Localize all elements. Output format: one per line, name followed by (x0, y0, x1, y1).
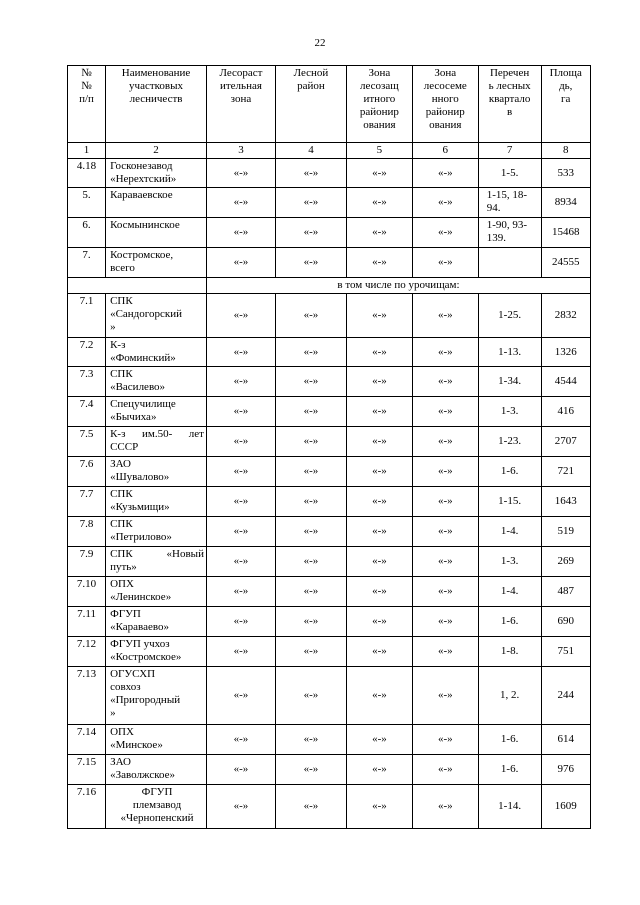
table-row (68, 667, 591, 725)
row-number: 7.9 (68, 547, 106, 577)
table-row (68, 517, 591, 547)
row-number: 5. (68, 188, 106, 218)
area-cell: 533 (541, 159, 590, 188)
protection-zone-cell: «-» (346, 725, 412, 755)
table-row (68, 294, 591, 338)
protection-zone-cell: «-» (346, 607, 412, 637)
forestry-name: СПК «Василево» (106, 367, 207, 397)
protection-zone-cell: «-» (346, 547, 412, 577)
forest-zone-cell: «-» (206, 785, 275, 829)
quarters-cell: 1-25. (478, 294, 541, 338)
column-number: 7 (478, 143, 541, 159)
forest-district-cell: «-» (275, 487, 346, 517)
column-number-row (68, 143, 591, 159)
forest-district-cell: «-» (275, 637, 346, 667)
area-cell: 2707 (541, 427, 590, 457)
header-row (68, 66, 591, 143)
forest-district-cell: «-» (275, 457, 346, 487)
row-number: 7.13 (68, 667, 106, 725)
area-cell: 751 (541, 637, 590, 667)
protection-zone-cell: «-» (346, 427, 412, 457)
row-number: 7. (68, 248, 106, 278)
row-number: 7.12 (68, 637, 106, 667)
area-cell: 1609 (541, 785, 590, 829)
row-number: 7.6 (68, 457, 106, 487)
header-quarters: Перечен ь лесных квартало в (478, 66, 541, 143)
forest-zone-cell: «-» (206, 159, 275, 188)
seed-zone-cell: «-» (412, 457, 478, 487)
area-cell: 2832 (541, 294, 590, 338)
forest-district-cell: «-» (275, 218, 346, 248)
quarters-cell: 1, 2. (478, 667, 541, 725)
column-number: 3 (206, 143, 275, 159)
header-forest-zone: Лесораст ительная зона (206, 66, 275, 143)
protection-zone-cell: «-» (346, 517, 412, 547)
column-number: 4 (275, 143, 346, 159)
protection-zone-cell: «-» (346, 397, 412, 427)
row-number: 7.2 (68, 338, 106, 367)
header-seed-zone: Зона лесосеме нного районир ования (412, 66, 478, 143)
header-name: Наименование участковых лесничеств (106, 66, 207, 143)
seed-zone-cell: «-» (412, 248, 478, 278)
forestry-name: СПК «Кузьмищи» (106, 487, 207, 517)
area-cell: 8934 (541, 188, 590, 218)
area-cell: 4544 (541, 367, 590, 397)
forest-district-cell: «-» (275, 785, 346, 829)
table-row (68, 188, 591, 218)
forest-district-cell: «-» (275, 725, 346, 755)
forest-district-cell: «-» (275, 517, 346, 547)
protection-zone-cell: «-» (346, 188, 412, 218)
seed-zone-cell: «-» (412, 637, 478, 667)
seed-zone-cell: «-» (412, 188, 478, 218)
seed-zone-cell: «-» (412, 607, 478, 637)
forest-district-cell: «-» (275, 577, 346, 607)
forest-district-cell: «-» (275, 338, 346, 367)
row-number: 7.1 (68, 294, 106, 338)
forest-district-cell: «-» (275, 547, 346, 577)
area-cell: 487 (541, 577, 590, 607)
subheader-row (68, 278, 591, 294)
column-number: 8 (541, 143, 590, 159)
forest-district-cell: «-» (275, 188, 346, 218)
forest-district-cell: «-» (275, 367, 346, 397)
row-number: 7.10 (68, 577, 106, 607)
header-num: № № п/п (68, 66, 106, 143)
seed-zone-cell: «-» (412, 547, 478, 577)
table-row (68, 487, 591, 517)
table-row (68, 218, 591, 248)
table-body (68, 159, 591, 829)
forestry-name: ФГУП учхоз «Костромское» (106, 637, 207, 667)
table-row (68, 338, 591, 367)
quarters-cell: 1-3. (478, 547, 541, 577)
forestry-name: Госконезавод «Нерехтский» (106, 159, 207, 188)
forestry-name: СПК «Новый путь» (106, 547, 207, 577)
page-number: 22 (314, 37, 326, 49)
seed-zone-cell: «-» (412, 159, 478, 188)
quarters-cell: 1-23. (478, 427, 541, 457)
area-cell: 244 (541, 667, 590, 725)
forest-zone-cell: «-» (206, 637, 275, 667)
quarters-cell: 1-4. (478, 517, 541, 547)
forest-zone-cell: «-» (206, 755, 275, 785)
quarters-cell: 1-14. (478, 785, 541, 829)
forestry-name: ФГУП «Караваево» (106, 607, 207, 637)
seed-zone-cell: «-» (412, 755, 478, 785)
protection-zone-cell: «-» (346, 367, 412, 397)
quarters-cell: 1-6. (478, 457, 541, 487)
forest-zone-cell: «-» (206, 457, 275, 487)
forest-district-cell: «-» (275, 248, 346, 278)
quarters-cell: 1-13. (478, 338, 541, 367)
forest-district-cell: «-» (275, 427, 346, 457)
row-number: 7.16 (68, 785, 106, 829)
table-row (68, 725, 591, 755)
quarters-cell: 1-4. (478, 577, 541, 607)
forestry-name: ФГУП племзавод «Чернопенский (106, 785, 207, 829)
quarters-cell: 1-34. (478, 367, 541, 397)
table-row (68, 547, 591, 577)
forestry-name: К-з им.50- лет СССР (106, 427, 207, 457)
forestry-name: Спецучилище «Бычиха» (106, 397, 207, 427)
quarters-cell: 1-15. (478, 487, 541, 517)
seed-zone-cell: «-» (412, 667, 478, 725)
row-number: 4.18 (68, 159, 106, 188)
quarters-cell: 1-3. (478, 397, 541, 427)
table-row (68, 367, 591, 397)
seed-zone-cell: «-» (412, 487, 478, 517)
header-protection-zone: Зона лесозащ итного районир ования (346, 66, 412, 143)
table-row (68, 607, 591, 637)
forestry-name: ОПХ «Минское» (106, 725, 207, 755)
quarters-cell: 1-6. (478, 725, 541, 755)
row-number: 7.3 (68, 367, 106, 397)
area-cell: 24555 (541, 248, 590, 278)
protection-zone-cell: «-» (346, 487, 412, 517)
forestry-name: ОГУСХП совхоз «Пригородный » (106, 667, 207, 725)
seed-zone-cell: «-» (412, 517, 478, 547)
protection-zone-cell: «-» (346, 637, 412, 667)
forestry-name: ЗАО «Заволжское» (106, 755, 207, 785)
forest-zone-cell: «-» (206, 294, 275, 338)
forest-zone-cell: «-» (206, 338, 275, 367)
forest-zone-cell: «-» (206, 667, 275, 725)
seed-zone-cell: «-» (412, 785, 478, 829)
column-number: 2 (106, 143, 207, 159)
forest-zone-cell: «-» (206, 248, 275, 278)
quarters-cell: 1-90, 93- 139. (478, 218, 541, 248)
row-number: 7.15 (68, 755, 106, 785)
table-row (68, 785, 591, 829)
quarters-cell (478, 248, 541, 278)
quarters-cell: 1-6. (478, 755, 541, 785)
forest-zone-cell: «-» (206, 547, 275, 577)
area-cell: 15468 (541, 218, 590, 248)
forestry-name: Костромское, всего (106, 248, 207, 278)
quarters-cell: 1-6. (478, 607, 541, 637)
row-number: 7.7 (68, 487, 106, 517)
protection-zone-cell: «-» (346, 577, 412, 607)
forestry-name: ЗАО «Шувалово» (106, 457, 207, 487)
forestry-table (67, 65, 591, 829)
table-row (68, 248, 591, 278)
area-cell: 690 (541, 607, 590, 637)
forestry-name: СПК «Петрилово» (106, 517, 207, 547)
forest-zone-cell: «-» (206, 367, 275, 397)
protection-zone-cell: «-» (346, 159, 412, 188)
table-row (68, 159, 591, 188)
forestry-name: К-з «Фоминский» (106, 338, 207, 367)
seed-zone-cell: «-» (412, 367, 478, 397)
area-cell: 721 (541, 457, 590, 487)
row-number: 7.11 (68, 607, 106, 637)
forestry-name: СПК «Сандогорский » (106, 294, 207, 338)
forest-district-cell: «-» (275, 755, 346, 785)
forest-district-cell: «-» (275, 667, 346, 725)
seed-zone-cell: «-» (412, 294, 478, 338)
forest-district-cell: «-» (275, 397, 346, 427)
row-number: 7.4 (68, 397, 106, 427)
quarters-cell: 1-8. (478, 637, 541, 667)
seed-zone-cell: «-» (412, 725, 478, 755)
protection-zone-cell: «-» (346, 338, 412, 367)
protection-zone-cell: «-» (346, 785, 412, 829)
area-cell: 1643 (541, 487, 590, 517)
forestry-name: Караваевское (106, 188, 207, 218)
forest-district-cell: «-» (275, 294, 346, 338)
area-cell: 614 (541, 725, 590, 755)
forest-district-cell: «-» (275, 159, 346, 188)
row-number: 7.8 (68, 517, 106, 547)
forest-district-cell: «-» (275, 607, 346, 637)
seed-zone-cell: «-» (412, 218, 478, 248)
forest-zone-cell: «-» (206, 397, 275, 427)
row-number: 6. (68, 218, 106, 248)
area-cell: 269 (541, 547, 590, 577)
column-number: 6 (412, 143, 478, 159)
forest-zone-cell: «-» (206, 218, 275, 248)
row-number: 7.14 (68, 725, 106, 755)
seed-zone-cell: «-» (412, 338, 478, 367)
header-forest-district: Лесной район (275, 66, 346, 143)
forest-zone-cell: «-» (206, 487, 275, 517)
protection-zone-cell: «-» (346, 248, 412, 278)
seed-zone-cell: «-» (412, 577, 478, 607)
table-row (68, 637, 591, 667)
header-area: Площа дь, га (541, 66, 590, 143)
subheader-empty-cell (68, 278, 207, 294)
column-number: 5 (346, 143, 412, 159)
forest-zone-cell: «-» (206, 427, 275, 457)
forestry-name: ОПХ «Ленинское» (106, 577, 207, 607)
table-row (68, 755, 591, 785)
subheader-label: в том числе по урочищам: (206, 278, 590, 294)
area-cell: 416 (541, 397, 590, 427)
quarters-cell: 1-15, 18- 94. (478, 188, 541, 218)
seed-zone-cell: «-» (412, 397, 478, 427)
protection-zone-cell: «-» (346, 294, 412, 338)
protection-zone-cell: «-» (346, 457, 412, 487)
protection-zone-cell: «-» (346, 667, 412, 725)
forest-zone-cell: «-» (206, 577, 275, 607)
table-row (68, 397, 591, 427)
forest-zone-cell: «-» (206, 517, 275, 547)
protection-zone-cell: «-» (346, 218, 412, 248)
seed-zone-cell: «-» (412, 427, 478, 457)
table-row (68, 427, 591, 457)
area-cell: 976 (541, 755, 590, 785)
area-cell: 1326 (541, 338, 590, 367)
protection-zone-cell: «-» (346, 755, 412, 785)
table-row (68, 577, 591, 607)
forest-zone-cell: «-» (206, 188, 275, 218)
column-number: 1 (68, 143, 106, 159)
quarters-cell: 1-5. (478, 159, 541, 188)
forest-zone-cell: «-» (206, 607, 275, 637)
row-number: 7.5 (68, 427, 106, 457)
table-row (68, 457, 591, 487)
forest-zone-cell: «-» (206, 725, 275, 755)
forestry-name: Космынинское (106, 218, 207, 248)
area-cell: 519 (541, 517, 590, 547)
